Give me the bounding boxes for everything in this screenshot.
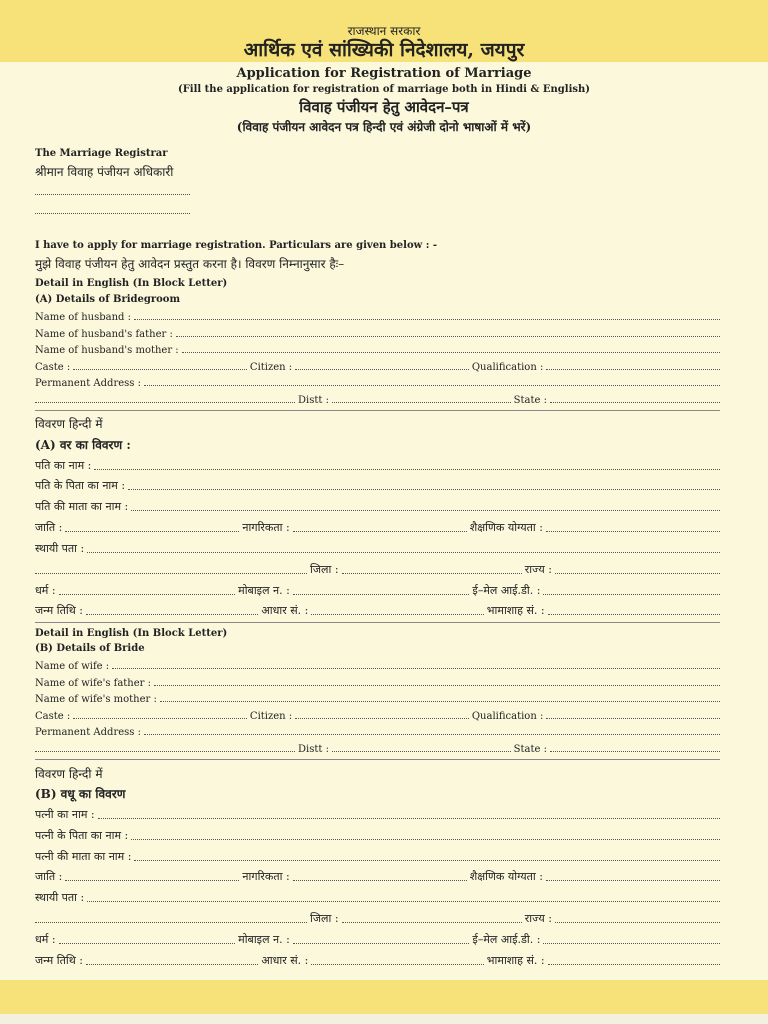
field-label: Name of husband's father : bbox=[35, 329, 173, 340]
bride-hi-mother-field[interactable] bbox=[134, 859, 720, 861]
groom-hi-mobile-field[interactable] bbox=[293, 593, 470, 595]
groom-distt-field[interactable] bbox=[332, 401, 511, 403]
field-label: धर्म : bbox=[35, 584, 56, 597]
groom-hi-caste-field[interactable] bbox=[65, 530, 239, 532]
bride-caste-field[interactable] bbox=[73, 717, 247, 719]
form-subtitle-en: (Fill the application for registration of marriage both in Hindi & English) bbox=[177, 84, 591, 95]
field-label: Name of husband's mother : bbox=[35, 345, 179, 356]
bride-distt-field[interactable] bbox=[332, 750, 511, 752]
field-label: ई–मेल आई.डी. : bbox=[472, 584, 541, 597]
bride-hi-mobile-field[interactable] bbox=[293, 942, 470, 944]
bride-name-field[interactable] bbox=[112, 667, 720, 669]
bride-distt-row bbox=[35, 741, 720, 755]
groom-hi-aadhar-field[interactable] bbox=[311, 613, 483, 615]
bride-name-row bbox=[35, 658, 720, 672]
groom-hi-bhamashah-field[interactable] bbox=[548, 613, 720, 615]
groom-mother-row bbox=[35, 342, 720, 356]
field-label: आधार सं. : bbox=[261, 604, 309, 617]
field-label: Citizen : bbox=[249, 711, 293, 722]
groom-hi-caste-row bbox=[35, 519, 720, 535]
groom-address-field[interactable] bbox=[144, 384, 720, 386]
address-line[interactable] bbox=[35, 194, 190, 195]
bride-hi-religion-field[interactable] bbox=[59, 942, 236, 944]
bride-hi-address-line2[interactable] bbox=[35, 921, 307, 923]
field-label: पति का नाम : bbox=[35, 459, 92, 472]
groom-father-field[interactable] bbox=[176, 335, 720, 337]
field-label: जिला : bbox=[310, 912, 339, 925]
groom-name-field[interactable] bbox=[134, 318, 720, 320]
groom-caste-row bbox=[35, 359, 720, 373]
field-label: राज्य : bbox=[524, 912, 552, 925]
bride-hi-name-field[interactable] bbox=[98, 817, 720, 819]
field-label: Name of wife's mother : bbox=[35, 694, 157, 705]
field-label: पत्नी का नाम : bbox=[35, 808, 95, 821]
footer-band bbox=[0, 980, 768, 1014]
field-label: Distt : bbox=[298, 744, 329, 755]
bride-hi-citizen-field[interactable] bbox=[293, 879, 467, 881]
field-label: Permanent Address : bbox=[35, 378, 141, 389]
bride-qualification-field[interactable] bbox=[546, 717, 720, 719]
field-label: जाति : bbox=[35, 870, 63, 883]
bride-mother-field[interactable] bbox=[160, 700, 720, 702]
field-label: Qualification : bbox=[471, 362, 544, 373]
bride-mother-row bbox=[35, 691, 720, 705]
bride-citizen-field[interactable] bbox=[295, 717, 469, 719]
addressee-en: The Marriage Registrar bbox=[35, 148, 168, 159]
form-subtitle-hi: (विवाह पंजीयन आवेदन पत्र हिन्दी एवं अंग्रेजी दोनो भाषाओं में भरें) bbox=[236, 120, 532, 134]
bride-hi-qualification-field[interactable] bbox=[546, 879, 720, 881]
groom-hi-qualification-field[interactable] bbox=[546, 530, 720, 532]
divider bbox=[35, 410, 720, 411]
field-label: शैक्षणिक योग्यता : bbox=[469, 521, 543, 534]
address-line[interactable] bbox=[35, 213, 190, 214]
groom-address-row bbox=[35, 375, 720, 389]
field-label: मोबाइल न. : bbox=[238, 933, 290, 946]
groom-hi-address-row bbox=[35, 540, 720, 556]
field-label: ई–मेल आई.डी. : bbox=[472, 933, 541, 946]
field-label: Permanent Address : bbox=[35, 727, 141, 738]
page-edge bbox=[0, 1014, 768, 1024]
groom-hi-name-field[interactable] bbox=[94, 468, 720, 470]
bride-hi-father-field[interactable] bbox=[131, 838, 720, 840]
field-label: पति के पिता का नाम : bbox=[35, 479, 126, 492]
groom-hi-district-row bbox=[35, 561, 720, 577]
bride-section-en: Detail in English (In Block Letter) bbox=[35, 628, 228, 639]
groom-caste-field[interactable] bbox=[73, 368, 247, 370]
field-label: जाति : bbox=[35, 521, 63, 534]
groom-heading-en: (A) Details of Bridegroom bbox=[35, 294, 181, 305]
bride-hi-father-row bbox=[35, 827, 720, 843]
bride-hi-dob-field[interactable] bbox=[86, 963, 258, 965]
divider bbox=[35, 622, 720, 623]
groom-hi-religion-field[interactable] bbox=[59, 593, 236, 595]
bride-hi-bhamashah-field[interactable] bbox=[548, 963, 720, 965]
bride-hi-caste-field[interactable] bbox=[65, 879, 239, 881]
field-label: Caste : bbox=[35, 711, 71, 722]
groom-section-en: Detail in English (In Block Letter) bbox=[35, 278, 228, 289]
department-name: आर्थिक एवं सांख्यिकी निदेशालय, जयपुर bbox=[243, 39, 525, 61]
field-label: स्थायी पता : bbox=[35, 542, 85, 555]
intro-en: I have to apply for marriage registration. Particulars are given below : - bbox=[35, 240, 438, 251]
bride-section-hi: विवरण हिन्दी में bbox=[35, 767, 103, 781]
groom-hi-dob-row bbox=[35, 602, 720, 618]
addressee-hi: श्रीमान विवाह पंजीयन अधिकारी bbox=[35, 165, 174, 179]
field-label: जन्म तिथि : bbox=[35, 954, 83, 967]
intro-hi: मुझे विवाह पंजीयन हेतु आवेदन प्रस्तुत करना है। विवरण निम्नानुसार हैः– bbox=[35, 257, 345, 271]
field-label: पत्नी के पिता का नाम : bbox=[35, 829, 129, 842]
groom-hi-father-row bbox=[35, 477, 720, 493]
field-label: धर्म : bbox=[35, 933, 56, 946]
groom-distt-row bbox=[35, 392, 720, 406]
groom-hi-father-field[interactable] bbox=[128, 488, 720, 490]
bride-heading-en: (B) Details of Bride bbox=[35, 643, 145, 654]
groom-section-hi: विवरण हिन्दी में bbox=[35, 417, 103, 431]
bride-address-row bbox=[35, 724, 720, 738]
field-label: भामाशाह सं. : bbox=[486, 604, 545, 617]
bride-hi-aadhar-field[interactable] bbox=[311, 963, 483, 965]
bride-hi-email-field[interactable] bbox=[543, 942, 720, 944]
bride-heading-hi: (B) वधू का विवरण bbox=[35, 787, 126, 801]
groom-citizen-field[interactable] bbox=[295, 368, 469, 370]
groom-mother-field[interactable] bbox=[182, 351, 720, 353]
bride-hi-address-field[interactable] bbox=[87, 900, 720, 902]
field-label: राज्य : bbox=[524, 563, 552, 576]
bride-hi-religion-row bbox=[35, 931, 720, 947]
bride-hi-district-row bbox=[35, 910, 720, 926]
bride-caste-row bbox=[35, 708, 720, 722]
form-title-hi: विवाह पंजीयन हेतु आवेदन–पत्र bbox=[299, 98, 469, 116]
groom-hi-address-line2[interactable] bbox=[35, 572, 307, 574]
divider bbox=[35, 759, 720, 760]
bride-address-line2[interactable] bbox=[35, 750, 295, 752]
bride-hi-mother-row bbox=[35, 848, 720, 864]
groom-hi-mother-field[interactable] bbox=[131, 509, 720, 511]
field-label: जन्म तिथि : bbox=[35, 604, 83, 617]
groom-hi-mother-row bbox=[35, 498, 720, 514]
field-label: Name of husband : bbox=[35, 312, 131, 323]
groom-hi-citizen-field[interactable] bbox=[293, 530, 467, 532]
groom-hi-state-field[interactable] bbox=[555, 572, 720, 574]
field-label: Caste : bbox=[35, 362, 71, 373]
bride-father-row bbox=[35, 675, 720, 689]
government-name: राजस्थान सरकार bbox=[347, 24, 421, 38]
field-label: शैक्षणिक योग्यता : bbox=[469, 870, 543, 883]
bride-hi-dob-row bbox=[35, 952, 720, 968]
bride-hi-district-field[interactable] bbox=[342, 921, 522, 923]
bride-address-field[interactable] bbox=[144, 733, 720, 735]
bride-hi-state-field[interactable] bbox=[555, 921, 720, 923]
field-label: State : bbox=[513, 395, 547, 406]
form-title-en: Application for Registration of Marriage bbox=[236, 66, 532, 81]
field-label: नागरिकता : bbox=[242, 521, 290, 534]
bride-state-field[interactable] bbox=[550, 750, 720, 752]
field-label: पत्नी की माता का नाम : bbox=[35, 850, 132, 863]
groom-hi-dob-field[interactable] bbox=[86, 613, 258, 615]
groom-state-field[interactable] bbox=[550, 401, 720, 403]
bride-hi-address-row bbox=[35, 889, 720, 905]
field-label: State : bbox=[513, 744, 547, 755]
groom-hi-address-field[interactable] bbox=[87, 551, 720, 553]
field-label: Qualification : bbox=[471, 711, 544, 722]
groom-hi-email-field[interactable] bbox=[543, 593, 720, 595]
field-label: मोबाइल न. : bbox=[238, 584, 290, 597]
groom-hi-religion-row bbox=[35, 582, 720, 598]
groom-father-row bbox=[35, 326, 720, 340]
field-label: आधार सं. : bbox=[261, 954, 309, 967]
groom-address-line2[interactable] bbox=[35, 401, 295, 403]
field-label: Citizen : bbox=[249, 362, 293, 373]
groom-heading-hi: (A) वर का विवरण : bbox=[35, 438, 131, 452]
groom-hi-district-field[interactable] bbox=[342, 572, 522, 574]
groom-hi-name-row bbox=[35, 457, 720, 473]
field-label: Name of wife's father : bbox=[35, 678, 151, 689]
bride-father-field[interactable] bbox=[154, 684, 720, 686]
field-label: स्थायी पता : bbox=[35, 891, 85, 904]
groom-name-row bbox=[35, 309, 720, 323]
groom-qualification-field[interactable] bbox=[546, 368, 720, 370]
field-label: जिला : bbox=[310, 563, 339, 576]
bride-hi-caste-row bbox=[35, 868, 720, 884]
field-label: पति की माता का नाम : bbox=[35, 500, 129, 513]
field-label: Name of wife : bbox=[35, 661, 110, 672]
field-label: Distt : bbox=[298, 395, 329, 406]
bride-hi-name-row bbox=[35, 806, 720, 822]
field-label: नागरिकता : bbox=[242, 870, 290, 883]
field-label: भामाशाह सं. : bbox=[486, 954, 545, 967]
